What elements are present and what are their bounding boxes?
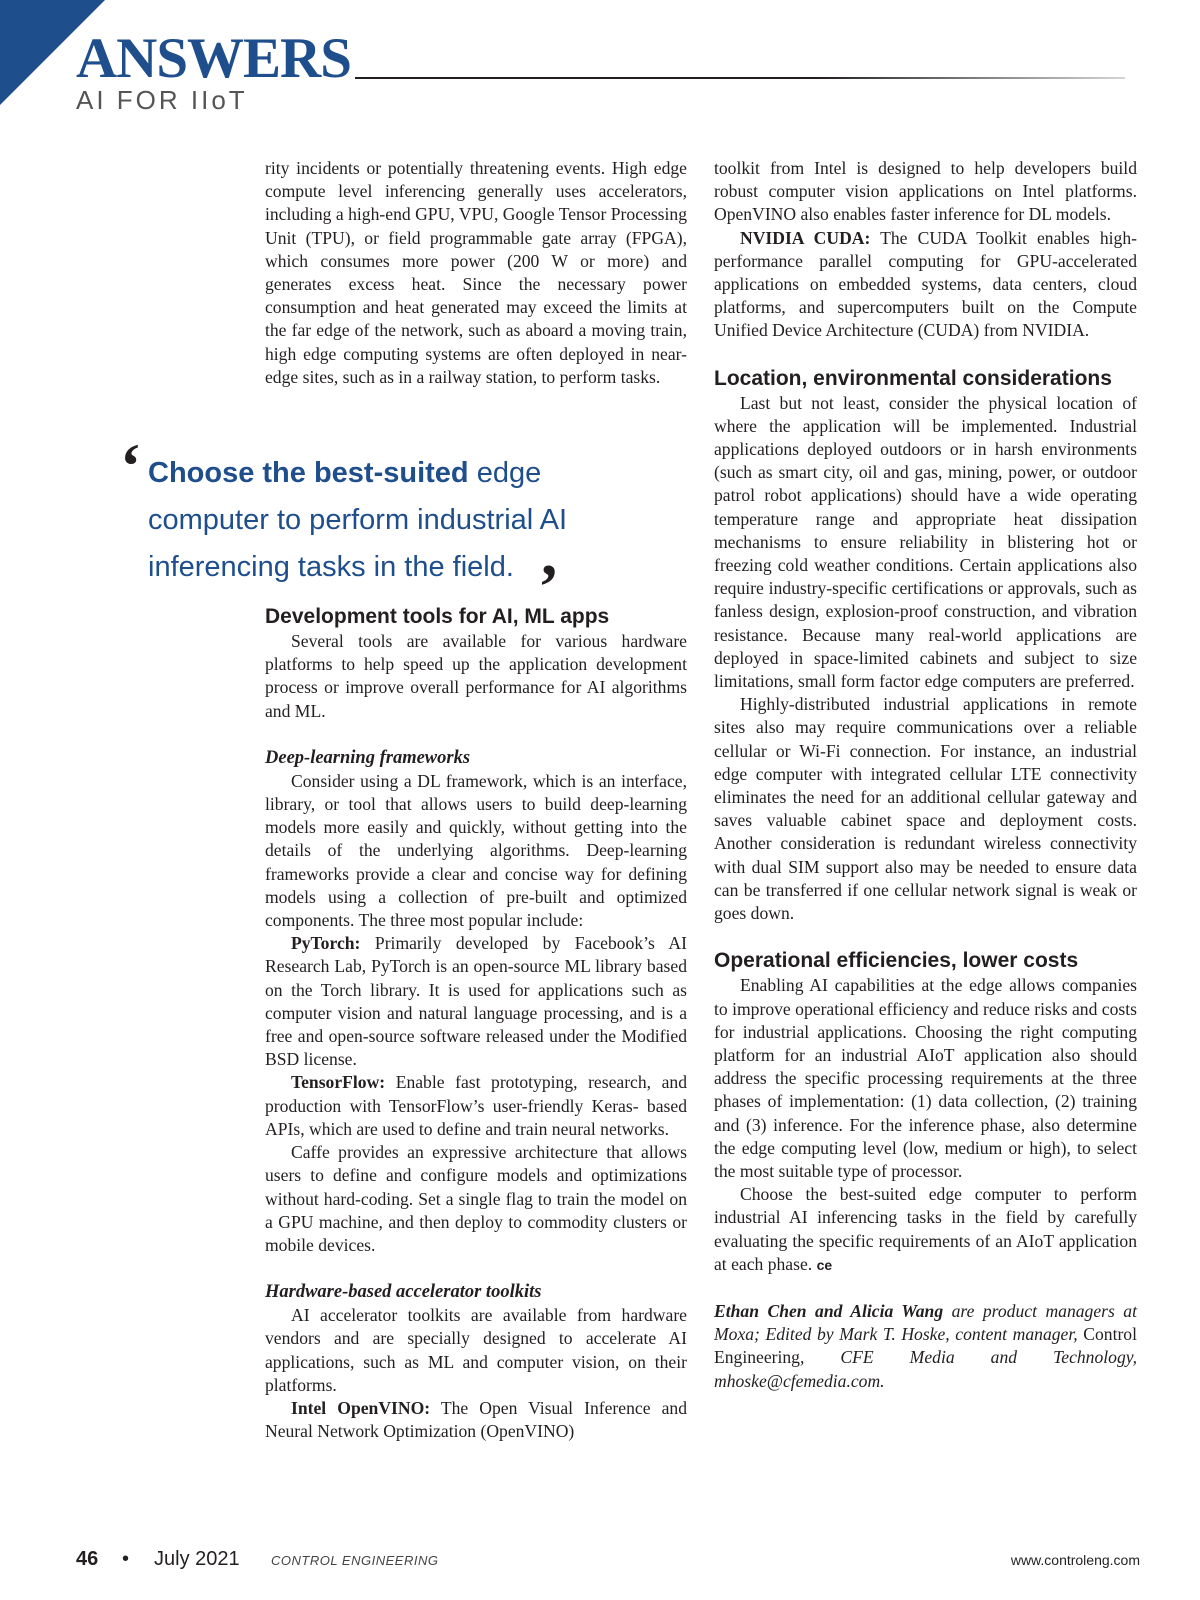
spacer bbox=[265, 1257, 687, 1280]
paragraph-hw-toolkits: AI accelerator toolkits are available from hardware vendors and are specially designed to accelerate AI applications, such as ML and computer vision, on their platforms. bbox=[265, 1305, 687, 1395]
pytorch-text: Primarily developed by Facebook’s AI Research Lab, PyTorch is an open-source ML library based on the Torch library. It is used for applications such as computer vision and natural language processing, and is a free and open-source software released under the Modified BSD license. bbox=[265, 933, 687, 1070]
openvino-text: The Open Visual Inference and Neural Network Optimization (OpenVINO) bbox=[265, 1397, 687, 1442]
issue-date: July 2021 bbox=[154, 1548, 240, 1570]
cuda-text: The CUDA Toolkit enables high-performance parallel computing for GPU-accelerated applications on embedded systems, data centers, cloud platforms, and supercomputers built on the Compute Unified Device Architecture (CUDA) from NVIDIA. bbox=[714, 227, 1137, 341]
paragraph-pytorch bbox=[265, 932, 687, 1071]
section-subtitle: AI FOR IIoT bbox=[76, 85, 248, 115]
heading-efficiencies: Operational efficiencies, lower costs bbox=[714, 949, 1079, 973]
conclusion-text: Choose the best-suited edge computer to perform industrial AI inferencing tasks in the field by carefully evaluating the specific requirements of an AIoT application at each phase. bbox=[714, 1184, 1137, 1274]
pull-quote-rest: edge computer to perform industrial AI inferencing tasks in the field. bbox=[148, 457, 568, 583]
spacer bbox=[265, 723, 687, 746]
spacer bbox=[714, 925, 1137, 948]
section-rule bbox=[355, 77, 1125, 79]
pull-quote bbox=[120, 450, 640, 591]
publication-url: www.controleng.com bbox=[1010, 1552, 1140, 1568]
paragraph-intro: rity incidents or potentially threatening events. High edge compute level inferencing generally uses accelerators, including a high-end GPU, VPU, Google Tensor Processing Unit (TPU), or field programmable gate array (FPGA), which consumes more power (200 W or more) and generates excess heat. Since the necessary power consumption and heat generated may exceed the limits at the far edge of the network, such as aboard a moving train, high edge computing systems are often deployed in near-edge sites, such as in a railway station, to perform tasks. bbox=[265, 158, 687, 387]
pull-quote-open-mark: ‘ bbox=[120, 430, 142, 501]
byline bbox=[714, 1300, 1137, 1393]
spacer bbox=[714, 343, 1137, 366]
paragraph-tensorflow bbox=[265, 1071, 687, 1141]
paragraph-caffe: Caffe provides an expressive architecture that allows users to define and configure models and optimizations without hard-coding. Set a single flag to train the model on a GPU machine, and then deploy to commodity clusters or mobile devices. bbox=[265, 1142, 687, 1255]
paragraph-openvino bbox=[265, 1397, 687, 1443]
heading-location: Location, environmental considerations bbox=[714, 366, 1112, 390]
heading-dev-tools: Development tools for AI, ML apps bbox=[265, 605, 610, 629]
paragraph-efficiencies: Enabling AI capabilities at the edge allows companies to improve operational efficiency and reduce risks and costs for industrial applications. Choosing the right computing platform for an industrial AIoT application also should address the specific processing requirements at the three phases of implementation: (1) data collection, (2) training and (3) inference. For the inference phase, also determine the edge computing level (low, medium or high), to select the most suitable type of processor. bbox=[714, 975, 1137, 1181]
page-footer bbox=[76, 1548, 1140, 1578]
paragraph-cuda bbox=[714, 227, 1137, 343]
paragraph-conclusion bbox=[714, 1183, 1137, 1277]
paragraph-location: Last but not least, consider the physical location of where the application will be implemented. Industrial applications deployed outdoors or in harsh environments (such as smart city, oil and gas, mining, power, or outdoor patrol robot applications) should have a wide operating temperature range and appropriate heat dissipation mechanisms to ensure reliability in blistering hot or freezing cold weather conditions. Certain applications also require industry-specific certifications or approvals, such as fanless design, explosion-proof construction, and vibration resistance. Because many real-world applications are deployed in space-limited cabinets and subject to size limitations, small form factor edge computers are preferred. bbox=[714, 392, 1137, 692]
spacer bbox=[714, 1277, 1137, 1300]
tensorflow-text: Enable fast prototyping, research, and production with TensorFlow’s user-friendly Keras- based APIs, which are used to define and train neural networks. bbox=[265, 1072, 687, 1139]
footer-bullet: • bbox=[122, 1548, 130, 1570]
byline-text-1: are product managers at Moxa; Edited by Mark T. Hoske, content manager, bbox=[714, 1300, 1137, 1345]
pull-quote-strong: Choose the best-suited bbox=[148, 457, 469, 489]
publication-name: CONTROL ENGINEERING bbox=[271, 1553, 439, 1568]
paragraph-dl-frameworks: Consider using a DL framework, which is an interface, library, or tool that allows users to build deep-learning models more easily and quickly, without getting into the details of the underlying algorithms. Deep-learning frameworks provide a clear and concise way for defining models using a collection of pre-built and optimized components. The three most popular include: bbox=[265, 770, 687, 931]
heading-dl-frameworks: Deep-learning frameworks bbox=[265, 747, 471, 768]
pytorch-label: PyTorch: bbox=[291, 933, 361, 954]
cuda-label: NVIDIA CUDA: bbox=[740, 227, 871, 248]
page-number: 46 bbox=[76, 1548, 99, 1570]
paragraph-dev-tools: Several tools are available for various hardware platforms to help speed up the application development process or improve overall performance for AI algorithms and ML. bbox=[265, 631, 687, 721]
left-column bbox=[265, 157, 687, 1443]
byline-text-2: , CFE Media and Technology, mhoske@cfemedia.com. bbox=[714, 1347, 1137, 1391]
pull-quote-close-mark: ’ bbox=[538, 551, 560, 622]
section-title: ANSWERS bbox=[76, 27, 351, 90]
tensorflow-label: TensorFlow: bbox=[291, 1072, 386, 1093]
byline-publication: Control Engineering bbox=[714, 1324, 1137, 1368]
end-mark: ce bbox=[816, 1256, 833, 1273]
byline-authors: Ethan Chen and Alicia Wang bbox=[714, 1300, 944, 1321]
paragraph-openvino-cont: toolkit from Intel is designed to help developers build robust computer vision applications on Intel platforms. OpenVINO also enables faster inference for DL models. bbox=[714, 158, 1137, 225]
right-column bbox=[714, 157, 1137, 1393]
openvino-label: Intel OpenVINO: bbox=[291, 1397, 431, 1418]
paragraph-distributed: Highly-distributed industrial applications in remote sites also may require communications over a reliable cellular or Wi-Fi connection. For instance, an industrial edge computer with integrated cellular LTE connectivity eliminates the need for an additional cellular gateway and saves valuable cabinet space and deployment costs. Another consideration is redundant wireless connectivity with dual SIM support also may be needed to ensure data can be transferred if one cellular network signal is weak or goes down. bbox=[714, 694, 1137, 924]
heading-hw-toolkits: Hardware-based accelerator toolkits bbox=[265, 1282, 542, 1303]
